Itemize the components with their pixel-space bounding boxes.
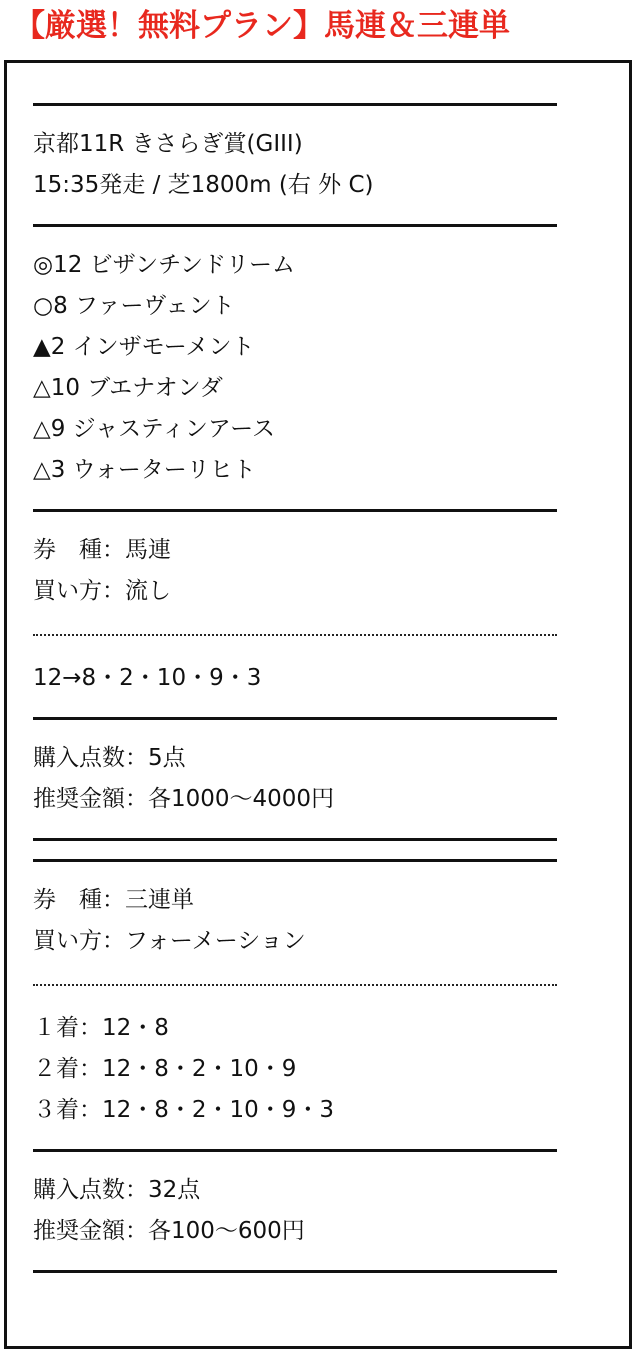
bet2-method: 買い方：フォーメーション [33, 928, 306, 954]
bet2-second: ２着：12・8・2・10・9 [33, 1056, 297, 1082]
bet2-type: 券 種：三連単 [33, 887, 194, 913]
mark-renka-2: △9 ジャスティンアース [33, 416, 276, 442]
divider [33, 1270, 557, 1273]
race-name: 京都11R きさらぎ賞(GIII) [33, 131, 303, 157]
content-box [4, 60, 632, 1349]
divider [33, 838, 557, 841]
divider [33, 103, 557, 106]
bet1-points: 購入点数：5点 [33, 745, 186, 771]
mark-renka-1: △10 ブエナオンダ [33, 375, 223, 401]
mark-tanana: ▲2 インザモーメント [33, 334, 255, 360]
bet2-first: １着：12・8 [33, 1015, 169, 1041]
bet2-amount: 推奨金額：各100〜600円 [33, 1218, 305, 1244]
bet1-method: 買い方：流し [33, 578, 171, 604]
bet2-third: ３着：12・8・2・10・9・3 [33, 1097, 335, 1123]
mark-taikou: ○8 ファーヴェント [33, 293, 235, 319]
page-title: 【厳選！無料プラン】馬連＆三連単 [14, 8, 510, 44]
divider [33, 224, 557, 227]
bet2-points: 購入点数：32点 [33, 1177, 201, 1203]
mark-renka-3: △3 ウォーターリヒト [33, 457, 256, 483]
divider [33, 509, 557, 512]
mark-honmei: ◎12 ビザンチンドリーム [33, 252, 296, 278]
divider [33, 1149, 557, 1152]
race-info: 15:35発走 / 芝1800m (右 外 C) [33, 172, 374, 198]
dotted-divider [33, 984, 557, 986]
divider [33, 859, 557, 862]
divider [33, 717, 557, 720]
bet1-type: 券 種：馬連 [33, 537, 171, 563]
dotted-divider [33, 634, 557, 636]
content-body [33, 85, 563, 1291]
bet1-amount: 推奨金額：各1000〜4000円 [33, 786, 335, 812]
bet1-combo: 12→8・2・10・9・3 [33, 665, 262, 691]
